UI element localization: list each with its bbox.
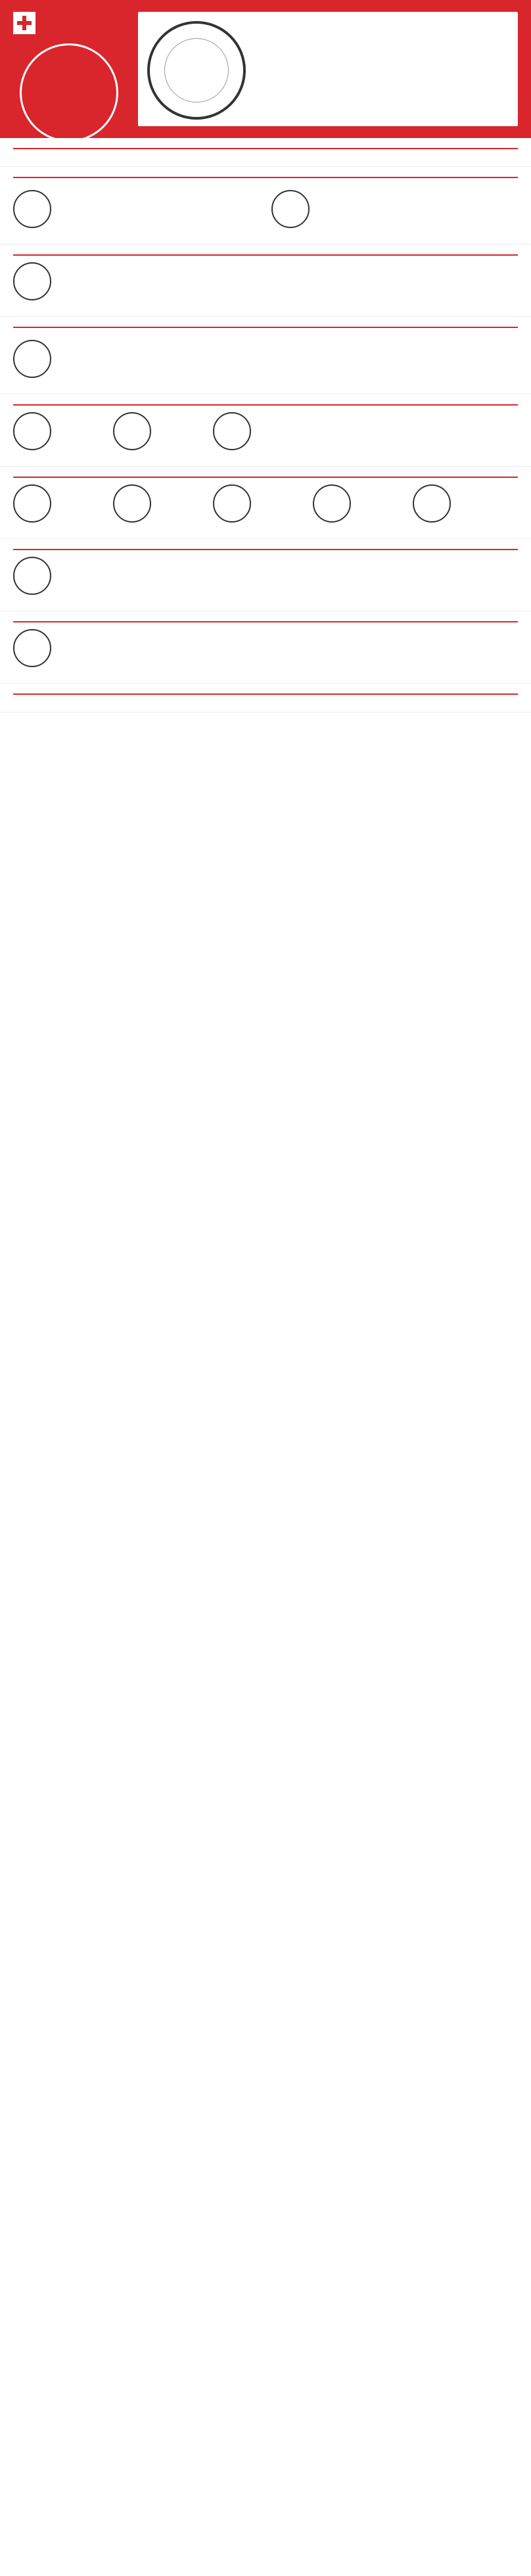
watch-dial-icon <box>13 412 51 450</box>
header-band <box>0 0 531 138</box>
section-split-time <box>0 467 531 539</box>
watch-dial-icon <box>313 484 351 523</box>
section-calendar <box>0 245 531 317</box>
step-text <box>256 412 305 450</box>
watch-dial-icon <box>13 557 51 595</box>
step-text <box>57 262 518 300</box>
step-text <box>156 412 205 450</box>
watch-dial-icon <box>13 484 51 523</box>
watch-dial-icon <box>213 412 251 450</box>
watch-dial-icon <box>113 412 151 450</box>
watch-dial-icon <box>13 262 51 300</box>
watch-dial-icon <box>213 484 251 523</box>
section-title <box>13 691 518 695</box>
header-panel <box>138 12 518 126</box>
section-title <box>13 402 518 406</box>
step-text <box>57 340 518 378</box>
watch-dial-icon <box>13 340 51 378</box>
step-text <box>156 484 205 523</box>
watch-dial-icon <box>13 190 51 228</box>
step-text <box>356 484 405 523</box>
section-title <box>13 475 518 478</box>
swiss-cross-icon <box>13 12 35 34</box>
watch-dial-icon <box>147 21 246 120</box>
step-text <box>57 557 518 595</box>
section-standard-measurement <box>0 394 531 467</box>
section-title <box>13 175 518 178</box>
step-text <box>256 484 305 523</box>
watch-dial-icon <box>413 484 451 523</box>
section-night-vision <box>0 611 531 684</box>
watch-dial-icon <box>271 190 310 228</box>
seal-icon <box>20 43 118 142</box>
section-water-resistance <box>0 684 531 713</box>
section-time <box>0 167 531 245</box>
section-basic-operations <box>0 138 531 167</box>
section-title <box>13 547 518 550</box>
brand-logo-block <box>13 12 125 126</box>
watch-dial-icon <box>13 629 51 667</box>
step-text <box>456 484 505 523</box>
step-text <box>57 629 518 667</box>
section-title <box>13 619 518 622</box>
section-backlight <box>0 539 531 611</box>
step-text <box>57 190 260 228</box>
step-text <box>315 190 518 228</box>
step-text <box>57 412 105 450</box>
section-title <box>13 252 518 256</box>
watch-dial-icon <box>113 484 151 523</box>
section-title <box>13 146 518 149</box>
step-text <box>57 484 105 523</box>
section-chronograph <box>0 317 531 394</box>
section-title <box>13 325 518 328</box>
